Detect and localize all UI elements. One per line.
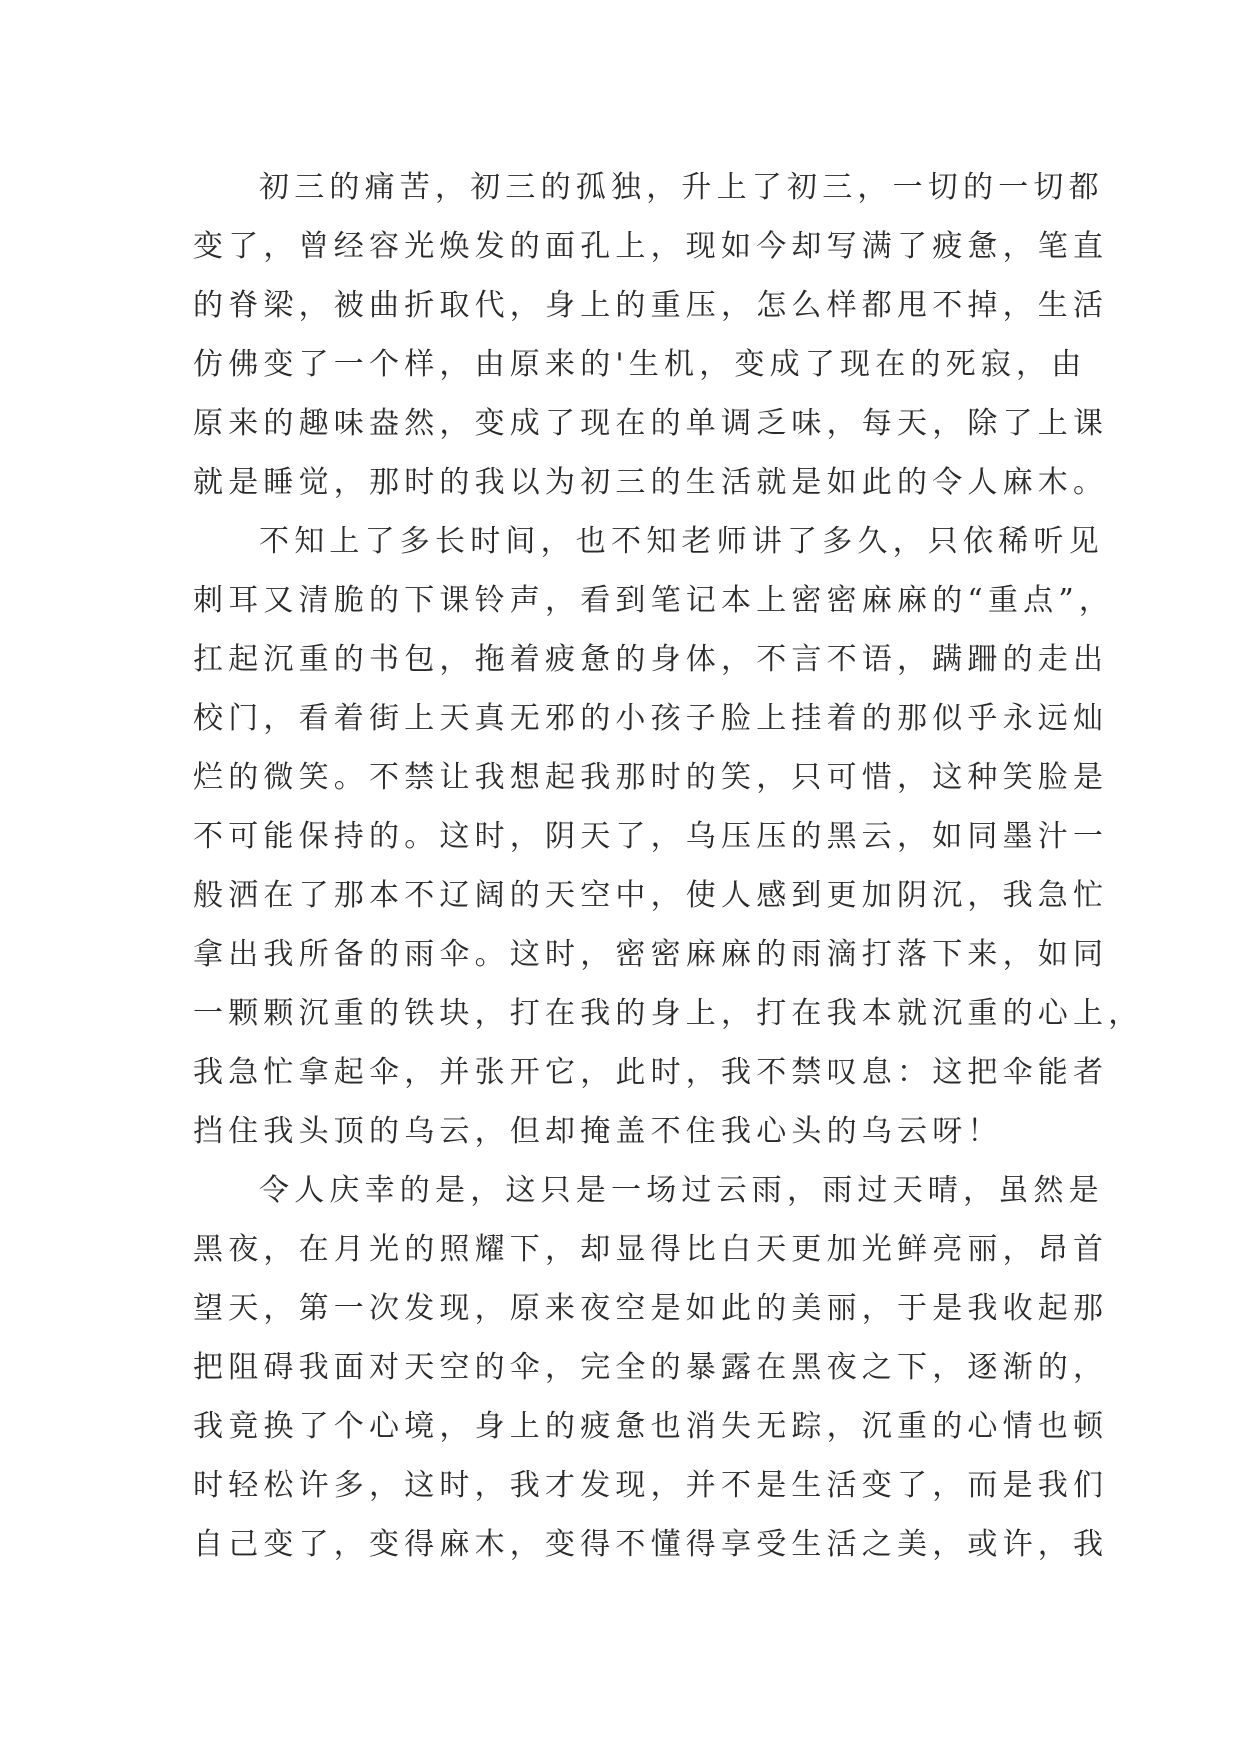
text-line: 挡住我头顶的乌云，但却掩盖不住我心头的乌云呀！ [193, 1114, 1003, 1149]
text-line: 拿出我所备的雨伞。这时，密密麻麻的雨滴打落下来，如同 [193, 937, 1109, 972]
text-line: 一颗颗沉重的铁块，打在我的身上，打在我本就沉重的心上， [193, 996, 1144, 1031]
text-line: 时轻松许多，这时，我才发现，并不是生活变了，而是我们 [193, 1468, 1109, 1503]
text-line: 烂的微笑。不禁让我想起我那时的笑，只可惜，这种笑脸是 [193, 760, 1109, 795]
text-line: 原来的趣味盎然，变成了现在的单调乏味，每天，除了上课 [193, 406, 1109, 441]
text-line: 的脊梁，被曲折取代，身上的重压，怎么样都甩不掉，生活 [193, 288, 1109, 323]
text-line: 校门，看着街上天真无邪的小孩子脸上挂着的那似乎永远灿 [193, 701, 1109, 736]
text-line: 望天，第一次发现，原来夜空是如此的美丽，于是我收起那 [193, 1291, 1109, 1326]
text-line: 般洒在了那本不辽阔的天空中，使人感到更加阴沉，我急忙 [193, 878, 1109, 913]
text-line: 我急忙拿起伞，并张开它，此时，我不禁叹息：这把伞能者 [193, 1055, 1109, 1090]
text-line: 我竟换了个心境，身上的疲惫也消失无踪，沉重的心情也顿 [193, 1409, 1109, 1444]
document-body [193, 158, 1144, 1574]
text-line: 刺耳又清脆的下课铃声，看到笔记本上密密麻麻的“重点”， [193, 583, 1115, 618]
paragraph [193, 158, 1109, 512]
text-line: 黑夜，在月光的照耀下，却显得比白天更加光鲜亮丽，昂首 [193, 1232, 1109, 1267]
paragraph [193, 512, 1144, 1161]
text-line: 就是睡觉，那时的我以为初三的生活就是如此的令人麻木。 [193, 465, 1109, 500]
text-line: 仿佛变了一个样，由原来的'生机，变成了现在的死寂，由 [193, 347, 1087, 382]
text-line: 扛起沉重的书包，拖着疲惫的身体，不言不语，蹒跚的走出 [193, 642, 1109, 677]
paragraph [193, 1161, 1109, 1574]
text-line: 把阻碍我面对天空的伞，完全的暴露在黑夜之下，逐渐的， [193, 1350, 1109, 1385]
text-line: 不知上了多长时间，也不知老师讲了多久，只依稀听见 [259, 524, 1104, 559]
text-line: 自己变了，变得麻木，变得不懂得享受生活之美，或许，我 [193, 1527, 1109, 1562]
text-line: 变了，曾经容光焕发的面孔上，现如今却写满了疲惫，笔直 [193, 229, 1109, 264]
text-line: 初三的痛苦，初三的孤独，升上了初三，一切的一切都 [259, 170, 1104, 205]
text-line: 不可能保持的。这时，阴天了，乌压压的黑云，如同墨汁一 [193, 819, 1109, 854]
text-line: 令人庆幸的是，这只是一场过云雨，雨过天晴，虽然是 [259, 1173, 1104, 1208]
